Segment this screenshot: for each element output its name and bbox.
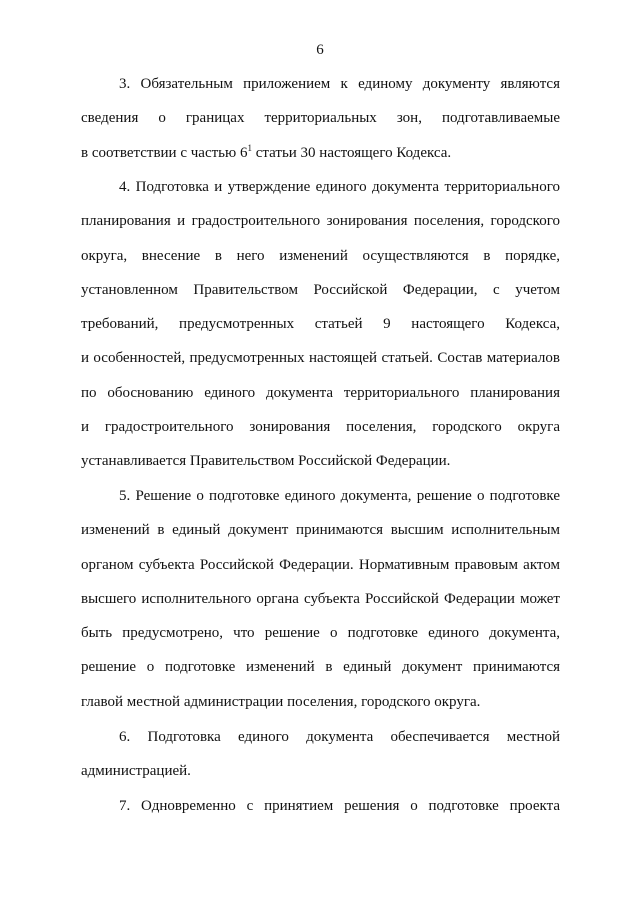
paragraph-6 [81,720,560,789]
paragraph-line: установленном Правительством Российской Федерации, с учетом [81,281,560,298]
paragraph-line: органом субъекта Российской Федерации. Нормативным правовым актом [81,556,560,573]
text-run: статьи 30 настоящего Кодекса. [251,144,452,161]
paragraph-line: 5. Решение о подготовке единого документа, решение о подготовке [119,488,560,504]
superscript: 1 [247,142,252,153]
paragraph-line: по обоснованию единого документа территориального планирования [81,384,560,401]
paragraph-line: планирования и градостроительного зонирования поселения, городского [81,213,560,230]
paragraph-5 [81,479,560,719]
paragraph-line: быть предусмотрено, что решение о подготовке единого документа, [81,625,560,642]
text-run: в соответствии с частью 6 [81,144,248,161]
paragraph-line: администрацией. [81,763,191,780]
paragraph-line: изменений в единый документ принимаются высшим исполнительным [81,522,560,539]
paragraph-line: 6. Подготовка единого документа обеспечивается местной [119,729,560,745]
paragraph-line: главой местной администрации поселения, городского округа. [81,693,481,710]
paragraph-line: сведения о границах территориальных зон, подготавливаемые [81,110,560,127]
paragraph-line: и особенностей, предусмотренных настоящей статьей. Состав материалов [81,350,560,367]
paragraph-line: высшего исполнительного органа субъекта Российской Федерации может [81,590,560,607]
page-number: 6 [316,42,324,58]
paragraph-line: и градостроительного зонирования поселения, городского округа [81,419,560,436]
paragraph-line: требований, предусмотренных статьей 9 настоящего Кодекса, [81,316,560,333]
paragraph-line: 3. Обязательным приложением к единому документу являются [119,76,560,92]
paragraph-line: 4. Подготовка и утверждение единого документа территориального [119,179,560,195]
paragraph-line: решение о подготовке изменений в единый документ принимаются [81,659,560,676]
paragraph-7 [81,789,560,823]
paragraph-3 [81,67,560,170]
paragraph-line: устанавливается Правительством Российской Федерации. [81,453,451,470]
paragraph-line: 7. Одновременно с принятием решения о подготовке проекта [119,798,560,814]
paragraph-line [81,136,560,170]
paragraph-line: округа, внесение в него изменений осуществляются в порядке, [81,247,560,264]
paragraph-4 [81,170,560,479]
